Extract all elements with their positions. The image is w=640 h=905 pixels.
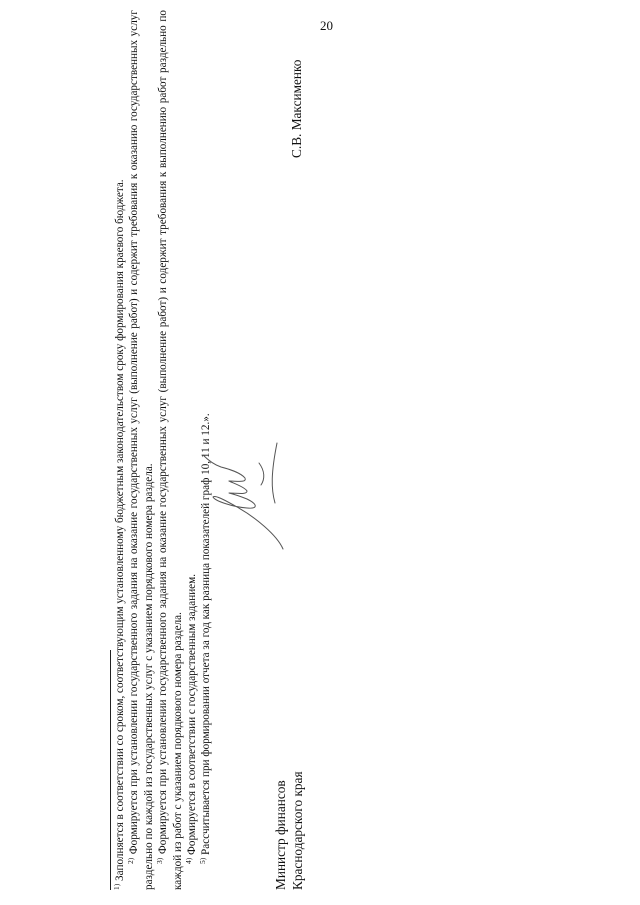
position-line-1: Министр финансов <box>273 780 288 890</box>
footnote-2 <box>127 10 156 890</box>
footnote-text: Рассчитывается при формировании отчета за год как разница показателей граф 10, 11 и 12.». <box>200 413 213 858</box>
footnote-mark: 1) <box>112 883 121 890</box>
footnote-text: Заполняется в соответствии со сроком, соответствующим установленному бюджетным законодательством сроку формирования краевого бюджета. <box>114 179 126 884</box>
signatory-position <box>273 771 306 890</box>
footnote-mark: 5) <box>198 857 208 864</box>
footnote-text: Формируется при установлении государственного задания на оказание государственных услуг (выполнение работ) и содержит требования к выполнению работ раздельно по каждой из работ с указанием порядкового номера раздела. <box>157 10 184 890</box>
footnote-separator <box>110 650 111 890</box>
signatory-name: С.В. Максименко <box>289 59 304 158</box>
page-number: 20 <box>320 18 333 33</box>
footnote-1 <box>113 10 127 890</box>
handwritten-signature <box>185 435 305 555</box>
footnote-3 <box>156 10 185 890</box>
footnote-mark: 2) <box>126 857 136 864</box>
footnote-text: Формируется в соответствии с государственным заданием. <box>186 573 199 858</box>
footnote-text: Формируется при установлении государственного задания на оказание государственных услуг (выполнение работ) и содержит требования к оказанию государственных услуг раздельно по каждой из государственных услуг с указанием порядкового номера раздела. <box>128 10 155 890</box>
footnote-mark: 4) <box>184 857 194 864</box>
position-line-2: Краснодарского края <box>289 771 305 890</box>
footnote-mark: 3) <box>155 857 165 864</box>
rotated-page-content <box>105 10 625 890</box>
